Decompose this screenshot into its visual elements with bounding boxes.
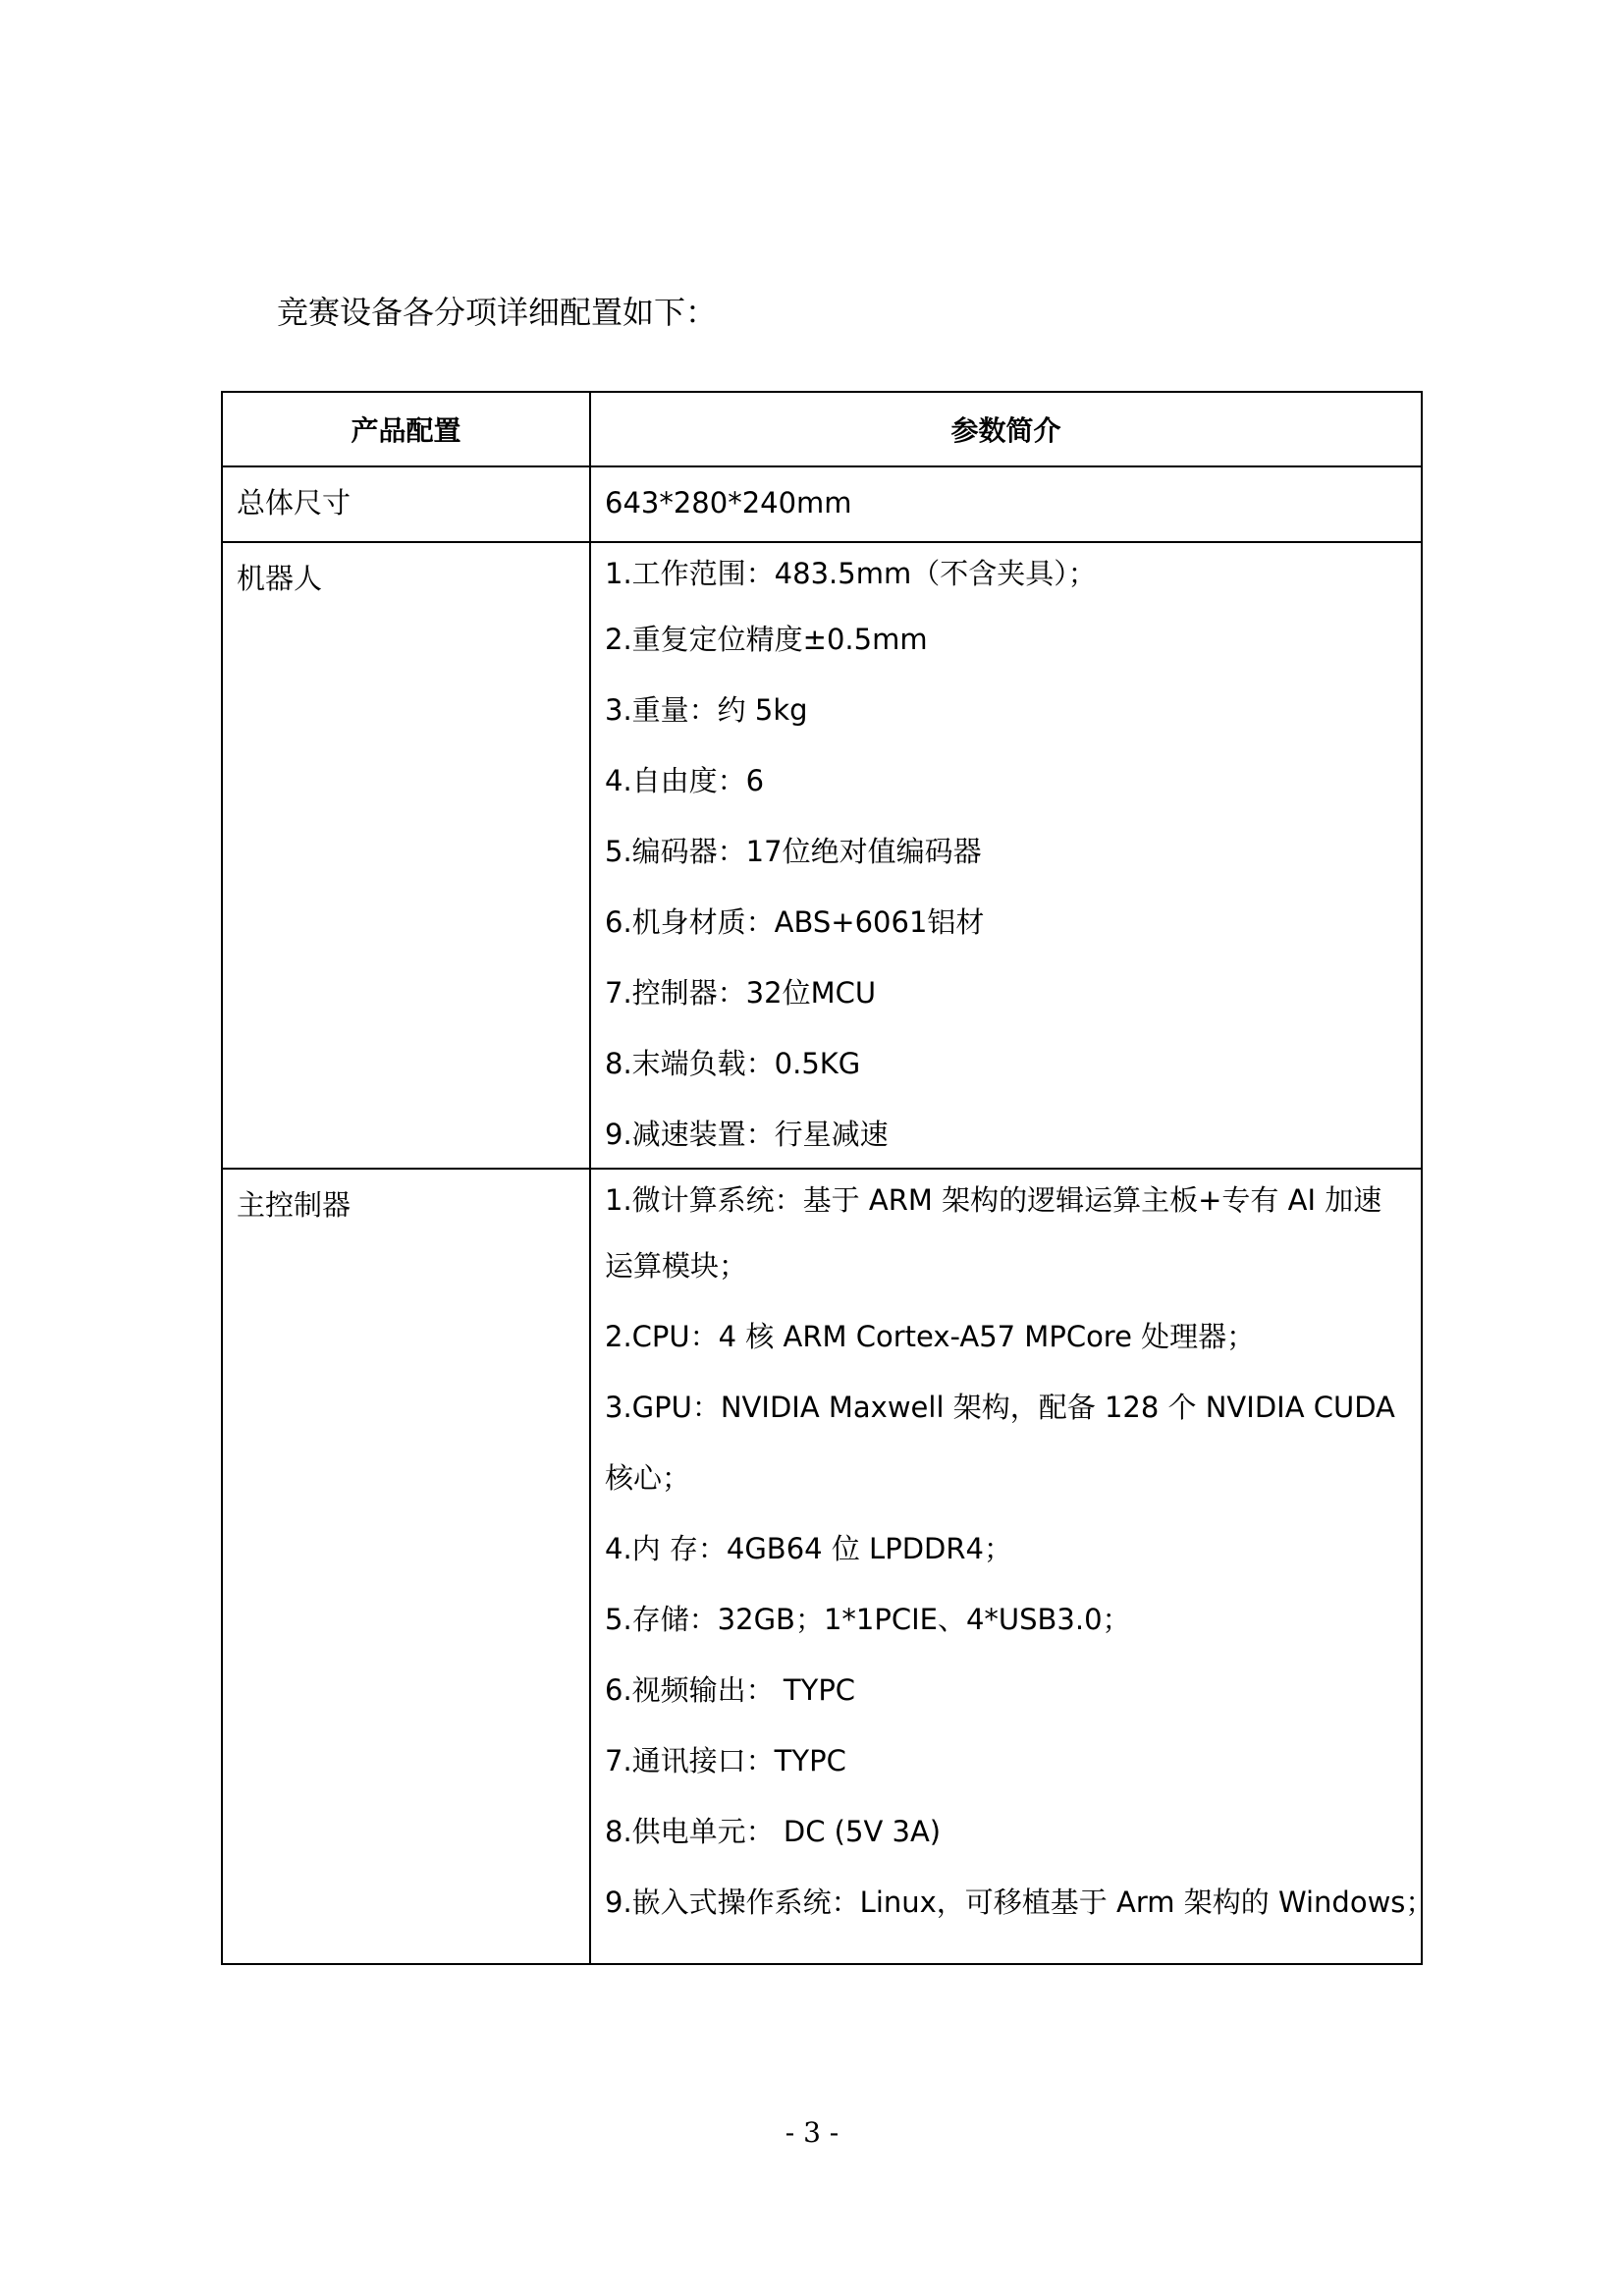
param-line: 5.编码器：17位绝对值编码器 [605,835,982,868]
param-line: 643*280*240mm [605,486,852,519]
row-params-cell [590,1169,1435,1964]
table-row-overall-size [222,466,1422,542]
header-product-config: 产品配置 [222,392,590,466]
param-line: 3.GPU：NVIDIA Maxwell 架构，配备 128 个 NVIDIA CUDA [605,1391,1395,1424]
param-line: 4.自由度：6 [605,764,765,797]
param-line: 7.控制器：32位MCU [605,976,877,1010]
intro-text: 竞赛设备各分项详细配置如下： [277,294,718,331]
param-line: 8.供电单元： DC (5V 3A) [605,1815,942,1848]
param-line: 2.重复定位精度±0.5mm [605,623,928,656]
param-line: 核心； [605,1461,691,1495]
param-line: 9.减速装置：行星减速 [605,1118,889,1151]
page-number: - 3 - [785,2116,839,2149]
param-line: 2.CPU：4 核 ARM Cortex-A57 MPCore 处理器； [605,1320,1256,1353]
param-line: 8.末端负载：0.5KG [605,1047,861,1080]
table-row-robot [222,542,1422,1169]
row-label-cell [222,466,590,542]
row-label: 总体尺寸 [237,486,352,519]
param-line: 7.通讯接口：TYPC [605,1744,846,1777]
row-label-cell [222,542,590,1169]
table-header-row [222,392,1422,466]
param-line: 4.内 存：4GB64 位 LPDDR4； [605,1532,1012,1565]
param-line: 1.微计算系统：基于 ARM 架构的逻辑运算主板+专有 AI 加速 [605,1183,1382,1217]
spec-table [221,391,1435,1965]
param-line: 9.嵌入式操作系统：Linux，可移植基于 Arm 架构的 Windows； [605,1886,1435,1919]
row-label-cell [222,1169,590,1964]
param-line: 1.工作范围：483.5mm（不含夹具）； [605,557,1097,590]
row-label: 主控制器 [237,1188,352,1222]
param-line: 6.机身材质：ABS+6061铝材 [605,905,985,939]
row-params-cell [590,466,1422,542]
param-line: 6.视频输出： TYPC [605,1673,856,1707]
param-line: 5.存储：32GB；1*1PCIE、4*USB3.0； [605,1603,1131,1636]
row-label: 机器人 [237,562,323,595]
table-row-main-controller [222,1169,1422,1964]
header-parameters: 参数简介 [590,392,1422,466]
param-line: 运算模块； [605,1249,748,1283]
row-params-cell [590,542,1422,1169]
param-line: 3.重量：约 5kg [605,693,808,727]
